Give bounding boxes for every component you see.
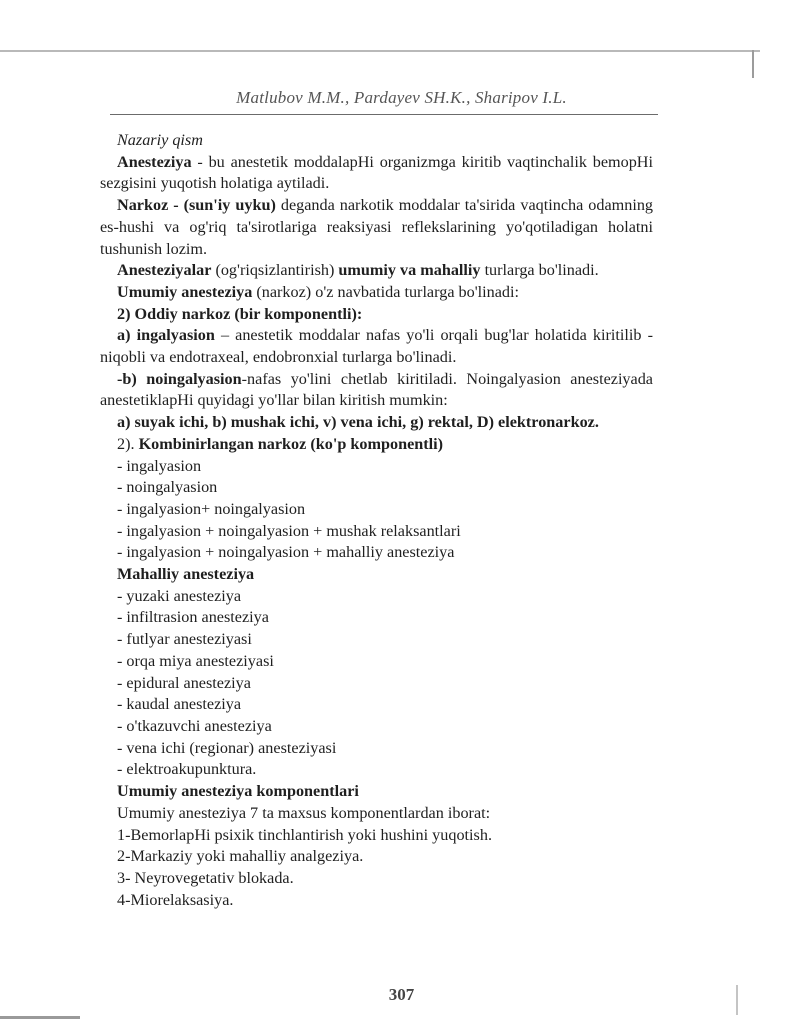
term-noingalyasion: -b) noingalyasion: [117, 369, 242, 388]
list-item: 1-BemorlapHi psixik tinchlantirish yoki hushini yuqotish.: [117, 825, 492, 844]
paragraph-anesteziyalar: [100, 260, 653, 282]
term-anesteziyalar: Anesteziyalar: [117, 261, 212, 280]
term-anesteziya: Anesteziya: [117, 152, 192, 171]
list-item: - futlyar anesteziyasi: [117, 630, 252, 649]
list-item: - infiltrasion anesteziya: [117, 608, 269, 627]
scan-edge-mark-right: [752, 50, 754, 78]
list-item: - orqa miya anesteziyasi: [117, 651, 274, 670]
parenthetical-ogriqsizlantirish: (og'riqsizlantirish): [211, 261, 339, 280]
term-umumiy-anesteziya: Umumiy anesteziya: [117, 282, 253, 301]
list-item: - ingalyasion+ noingalyasion: [117, 499, 306, 518]
scan-edge-line-top: [0, 50, 760, 52]
list-item: - epidural anesteziya: [117, 673, 251, 692]
list-item: - vena ichi (regionar) anesteziyasi: [117, 738, 337, 757]
paragraph-narkoz: [100, 195, 653, 260]
list-item: - ingalyasion: [117, 456, 202, 475]
definition-anesteziya: - bu anestetik moddalapHi organizmga kiritib vaqtinchalik bemopHi sezgisini yuqotish holatiga aytiladi.: [100, 152, 653, 193]
components-intro: Umumiy anesteziya 7 ta maxsus komponentlardan iborat:: [117, 803, 491, 822]
definition-noingalyasion: -nafas yo'lini chetlab kiritiladi. Noingalyasion anesteziyada anestetiklapHi quyidagi yo'llar bilan kiritish mumkin:: [100, 369, 653, 410]
paragraph-umumiy-anesteziya: [100, 282, 653, 304]
paragraph-ingalyasion: [100, 325, 653, 368]
list-item: - ingalyasion + noingalyasion + mahalliy anesteziya: [117, 543, 455, 562]
heading-oddiy-narkoz: 2) Oddiy narkoz (bir komponentli):: [117, 304, 363, 323]
list-item: - o'tkazuvchi anesteziya: [117, 716, 272, 735]
term-narkoz: Narkoz - (sun'iy uyku): [117, 196, 276, 215]
paragraph-anesteziya: [100, 152, 653, 195]
text-narkoz-turlari: (narkoz) o'z navbatida turlarga bo'linadi:: [252, 282, 520, 301]
heading-mahalliy-anesteziya: Mahalliy anesteziya: [117, 565, 255, 584]
scan-edge-line-bottom: [0, 1016, 80, 1019]
list-item: - noingalyasion: [117, 478, 218, 497]
heading-kombinirlangan-title: Kombinirlangan narkoz (ko'p komponentli): [138, 434, 444, 453]
list-item: 4-Miorelaksasiya.: [117, 890, 234, 909]
definition-ingalyasion: – anestetik moddalar nafas yo'li orqali bug'lar holatida kiritilib - niqobli va endotraxeal, endobronxial turlarga bo'linadi.: [100, 326, 653, 367]
term-umumiy-mahalliy: umumiy va mahalliy: [338, 261, 481, 280]
header-rule: [110, 114, 658, 115]
page-number: 307: [388, 985, 415, 1004]
list-item: - elektroakupunktura.: [117, 760, 257, 779]
heading-number: 2).: [117, 434, 139, 453]
running-head: Matlubov M.M., Pardayev SH.K., Sharipov I.L.: [236, 88, 567, 107]
list-item: - kaudal anesteziya: [117, 695, 242, 714]
list-item: - ingalyasion + noingalyasion + mushak relaksantlari: [117, 521, 461, 540]
section-title: Nazariy qism: [117, 131, 203, 149]
text-turlarga: turlarga bo'linadi.: [480, 261, 599, 280]
heading-komponentlar: Umumiy anesteziya komponentlari: [117, 782, 359, 801]
term-ingalyasion: a) ingalyasion: [117, 326, 215, 345]
page-body: [100, 130, 653, 911]
list-item: 3- Neyrovegetativ blokada.: [117, 868, 294, 887]
list-item: - yuzaki anesteziya: [117, 586, 242, 605]
list-routes: a) suyak ichi, b) mushak ichi, v) vena ichi, g) rektal, D) elektronarkoz.: [117, 413, 599, 432]
heading-kombinirlangan: [100, 434, 653, 456]
list-item: 2-Markaziy yoki mahalliy analgeziya.: [117, 847, 364, 866]
definition-narkoz: deganda narkotik moddalar ta'sirida vaqtincha odamning es-hushi va og'riq ta'sirotlariga reaksiyasi reflekslarining yo'qotiladigan holatni tushunish lozim.: [100, 196, 654, 258]
paragraph-noingalyasion: [100, 369, 653, 412]
scan-margin-top: [0, 0, 803, 52]
